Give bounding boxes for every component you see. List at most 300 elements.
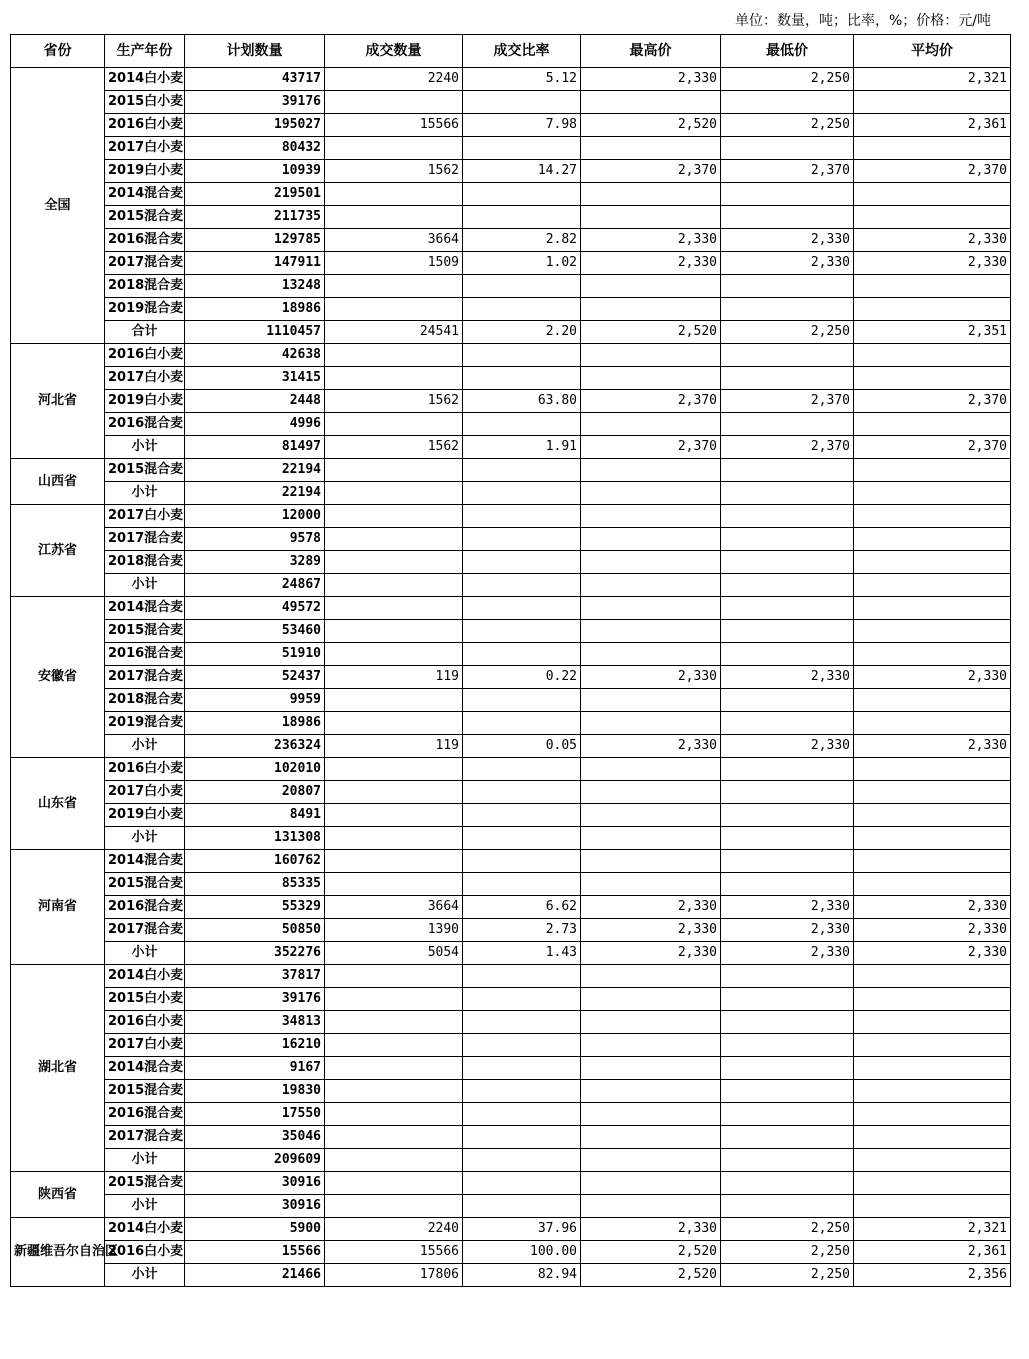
deal-quantity-cell bbox=[325, 850, 463, 873]
lowest-price-cell bbox=[721, 275, 854, 298]
planned-quantity-cell: 31415 bbox=[185, 367, 325, 390]
highest-price-cell: 2,520 bbox=[581, 321, 721, 344]
deal-quantity-cell bbox=[325, 206, 463, 229]
subtotal-row bbox=[11, 1264, 1011, 1287]
highest-price-cell bbox=[581, 850, 721, 873]
table-row bbox=[11, 1057, 1011, 1080]
lowest-price-cell bbox=[721, 1195, 854, 1218]
highest-price-cell bbox=[581, 597, 721, 620]
deal-quantity-cell bbox=[325, 827, 463, 850]
average-price-cell: 2,330 bbox=[854, 919, 1011, 942]
highest-price-cell bbox=[581, 988, 721, 1011]
deal-ratio-cell bbox=[463, 91, 581, 114]
highest-price-cell: 2,330 bbox=[581, 252, 721, 275]
table-row bbox=[11, 1126, 1011, 1149]
deal-quantity-cell: 3664 bbox=[325, 896, 463, 919]
auction-results-table bbox=[10, 34, 1011, 1287]
planned-quantity-cell: 209609 bbox=[185, 1149, 325, 1172]
province-cell: 安徽省 bbox=[11, 597, 105, 758]
planned-quantity-cell: 43717 bbox=[185, 68, 325, 91]
deal-quantity-cell bbox=[325, 1103, 463, 1126]
deal-quantity-cell: 2240 bbox=[325, 1218, 463, 1241]
deal-ratio-cell bbox=[463, 965, 581, 988]
planned-quantity-cell: 17550 bbox=[185, 1103, 325, 1126]
production-year-cell: 2017混合麦 bbox=[105, 919, 185, 942]
planned-quantity-cell: 42638 bbox=[185, 344, 325, 367]
production-year-cell: 2016混合麦 bbox=[105, 896, 185, 919]
planned-quantity-cell: 12000 bbox=[185, 505, 325, 528]
lowest-price-cell: 2,370 bbox=[721, 160, 854, 183]
lowest-price-cell bbox=[721, 1011, 854, 1034]
average-price-cell bbox=[854, 1195, 1011, 1218]
deal-quantity-cell: 5054 bbox=[325, 942, 463, 965]
table-row bbox=[11, 919, 1011, 942]
planned-quantity-cell: 30916 bbox=[185, 1195, 325, 1218]
highest-price-cell: 2,330 bbox=[581, 896, 721, 919]
lowest-price-cell: 2,250 bbox=[721, 114, 854, 137]
planned-quantity-cell: 39176 bbox=[185, 988, 325, 1011]
deal-ratio-cell bbox=[463, 1126, 581, 1149]
deal-quantity-cell bbox=[325, 1034, 463, 1057]
planned-quantity-cell: 8491 bbox=[185, 804, 325, 827]
average-price-cell bbox=[854, 643, 1011, 666]
table-row bbox=[11, 183, 1011, 206]
highest-price-cell bbox=[581, 505, 721, 528]
average-price-cell bbox=[854, 1057, 1011, 1080]
planned-quantity-cell: 49572 bbox=[185, 597, 325, 620]
deal-quantity-cell: 1390 bbox=[325, 919, 463, 942]
planned-quantity-cell: 236324 bbox=[185, 735, 325, 758]
table-row bbox=[11, 137, 1011, 160]
planned-quantity-cell: 9959 bbox=[185, 689, 325, 712]
subtotal-row bbox=[11, 1149, 1011, 1172]
table-row bbox=[11, 781, 1011, 804]
lowest-price-cell: 2,330 bbox=[721, 896, 854, 919]
average-price-cell bbox=[854, 1011, 1011, 1034]
deal-ratio-cell: 14.27 bbox=[463, 160, 581, 183]
highest-price-cell bbox=[581, 1126, 721, 1149]
deal-ratio-cell bbox=[463, 137, 581, 160]
lowest-price-cell bbox=[721, 988, 854, 1011]
deal-quantity-cell bbox=[325, 988, 463, 1011]
deal-quantity-cell: 1562 bbox=[325, 160, 463, 183]
deal-ratio-cell bbox=[463, 597, 581, 620]
subtotal-row bbox=[11, 321, 1011, 344]
deal-ratio-cell bbox=[463, 804, 581, 827]
lowest-price-cell: 2,330 bbox=[721, 229, 854, 252]
deal-ratio-cell bbox=[463, 298, 581, 321]
deal-quantity-cell: 24541 bbox=[325, 321, 463, 344]
highest-price-cell bbox=[581, 344, 721, 367]
deal-quantity-cell bbox=[325, 275, 463, 298]
table-row bbox=[11, 1080, 1011, 1103]
average-price-cell: 2,321 bbox=[854, 68, 1011, 91]
table-row bbox=[11, 367, 1011, 390]
lowest-price-cell bbox=[721, 712, 854, 735]
province-cell: 山东省 bbox=[11, 758, 105, 850]
deal-ratio-cell bbox=[463, 988, 581, 1011]
production-year-cell: 2017白小麦 bbox=[105, 367, 185, 390]
table-row bbox=[11, 1034, 1011, 1057]
highest-price-cell bbox=[581, 620, 721, 643]
highest-price-cell: 2,370 bbox=[581, 390, 721, 413]
table-row bbox=[11, 206, 1011, 229]
table-row bbox=[11, 689, 1011, 712]
lowest-price-cell: 2,250 bbox=[721, 68, 854, 91]
production-year-cell: 2015白小麦 bbox=[105, 988, 185, 1011]
deal-quantity-cell bbox=[325, 1126, 463, 1149]
lowest-price-cell: 2,250 bbox=[721, 1241, 854, 1264]
deal-ratio-cell bbox=[463, 1057, 581, 1080]
production-year-cell: 2016白小麦 bbox=[105, 114, 185, 137]
table-row bbox=[11, 229, 1011, 252]
deal-quantity-cell bbox=[325, 689, 463, 712]
average-price-cell: 2,330 bbox=[854, 735, 1011, 758]
table-row bbox=[11, 988, 1011, 1011]
header-deal-quantity: 成交数量 bbox=[325, 35, 463, 68]
production-year-cell: 2017混合麦 bbox=[105, 528, 185, 551]
deal-ratio-cell bbox=[463, 758, 581, 781]
deal-ratio-cell bbox=[463, 183, 581, 206]
highest-price-cell bbox=[581, 873, 721, 896]
average-price-cell bbox=[854, 459, 1011, 482]
deal-ratio-cell bbox=[463, 1195, 581, 1218]
highest-price-cell bbox=[581, 298, 721, 321]
planned-quantity-cell: 39176 bbox=[185, 91, 325, 114]
deal-ratio-cell: 37.96 bbox=[463, 1218, 581, 1241]
table-row bbox=[11, 804, 1011, 827]
production-year-cell: 2016白小麦 bbox=[105, 758, 185, 781]
average-price-cell: 2,351 bbox=[854, 321, 1011, 344]
table-row bbox=[11, 643, 1011, 666]
table-row bbox=[11, 390, 1011, 413]
highest-price-cell: 2,330 bbox=[581, 942, 721, 965]
planned-quantity-cell: 3289 bbox=[185, 551, 325, 574]
production-year-cell: 2015混合麦 bbox=[105, 620, 185, 643]
deal-ratio-cell: 100.00 bbox=[463, 1241, 581, 1264]
highest-price-cell bbox=[581, 551, 721, 574]
subtotal-row bbox=[11, 436, 1011, 459]
subtotal-label: 小计 bbox=[105, 1149, 185, 1172]
deal-ratio-cell bbox=[463, 850, 581, 873]
production-year-cell: 2017混合麦 bbox=[105, 252, 185, 275]
highest-price-cell: 2,330 bbox=[581, 735, 721, 758]
header-highest-price: 最高价 bbox=[581, 35, 721, 68]
planned-quantity-cell: 35046 bbox=[185, 1126, 325, 1149]
planned-quantity-cell: 20807 bbox=[185, 781, 325, 804]
deal-ratio-cell bbox=[463, 413, 581, 436]
planned-quantity-cell: 129785 bbox=[185, 229, 325, 252]
production-year-cell: 2019混合麦 bbox=[105, 298, 185, 321]
table-row bbox=[11, 528, 1011, 551]
lowest-price-cell bbox=[721, 1034, 854, 1057]
deal-quantity-cell bbox=[325, 965, 463, 988]
average-price-cell: 2,361 bbox=[854, 1241, 1011, 1264]
average-price-cell: 2,356 bbox=[854, 1264, 1011, 1287]
highest-price-cell bbox=[581, 206, 721, 229]
average-price-cell bbox=[854, 689, 1011, 712]
subtotal-label: 小计 bbox=[105, 574, 185, 597]
production-year-cell: 2016混合麦 bbox=[105, 643, 185, 666]
deal-ratio-cell bbox=[463, 781, 581, 804]
deal-quantity-cell bbox=[325, 413, 463, 436]
lowest-price-cell bbox=[721, 965, 854, 988]
planned-quantity-cell: 22194 bbox=[185, 482, 325, 505]
average-price-cell bbox=[854, 597, 1011, 620]
province-cell: 新疆维吾尔自治区 bbox=[11, 1218, 105, 1287]
highest-price-cell bbox=[581, 183, 721, 206]
average-price-cell bbox=[854, 804, 1011, 827]
highest-price-cell bbox=[581, 528, 721, 551]
average-price-cell: 2,330 bbox=[854, 896, 1011, 919]
deal-ratio-cell bbox=[463, 643, 581, 666]
planned-quantity-cell: 18986 bbox=[185, 712, 325, 735]
table-row bbox=[11, 712, 1011, 735]
deal-ratio-cell bbox=[463, 689, 581, 712]
table-row bbox=[11, 344, 1011, 367]
planned-quantity-cell: 18986 bbox=[185, 298, 325, 321]
highest-price-cell bbox=[581, 1103, 721, 1126]
average-price-cell bbox=[854, 551, 1011, 574]
deal-ratio-cell: 2.20 bbox=[463, 321, 581, 344]
planned-quantity-cell: 19830 bbox=[185, 1080, 325, 1103]
table-row bbox=[11, 597, 1011, 620]
average-price-cell bbox=[854, 206, 1011, 229]
average-price-cell bbox=[854, 413, 1011, 436]
average-price-cell bbox=[854, 1126, 1011, 1149]
lowest-price-cell bbox=[721, 206, 854, 229]
lowest-price-cell bbox=[721, 758, 854, 781]
deal-ratio-cell bbox=[463, 620, 581, 643]
lowest-price-cell bbox=[721, 505, 854, 528]
deal-ratio-cell bbox=[463, 344, 581, 367]
highest-price-cell bbox=[581, 413, 721, 436]
lowest-price-cell: 2,330 bbox=[721, 666, 854, 689]
planned-quantity-cell: 5900 bbox=[185, 1218, 325, 1241]
lowest-price-cell: 2,250 bbox=[721, 321, 854, 344]
planned-quantity-cell: 102010 bbox=[185, 758, 325, 781]
deal-quantity-cell bbox=[325, 459, 463, 482]
production-year-cell: 2016白小麦 bbox=[105, 1011, 185, 1034]
subtotal-label: 小计 bbox=[105, 1264, 185, 1287]
average-price-cell bbox=[854, 873, 1011, 896]
planned-quantity-cell: 85335 bbox=[185, 873, 325, 896]
deal-quantity-cell bbox=[325, 574, 463, 597]
lowest-price-cell bbox=[721, 1149, 854, 1172]
table-body bbox=[11, 68, 1011, 1287]
table-row bbox=[11, 1011, 1011, 1034]
planned-quantity-cell: 52437 bbox=[185, 666, 325, 689]
average-price-cell: 2,330 bbox=[854, 666, 1011, 689]
planned-quantity-cell: 53460 bbox=[185, 620, 325, 643]
deal-quantity-cell bbox=[325, 482, 463, 505]
lowest-price-cell bbox=[721, 804, 854, 827]
production-year-cell: 2019白小麦 bbox=[105, 160, 185, 183]
subtotal-label: 小计 bbox=[105, 735, 185, 758]
table-row bbox=[11, 758, 1011, 781]
production-year-cell: 2016混合麦 bbox=[105, 229, 185, 252]
production-year-cell: 2016白小麦 bbox=[105, 1241, 185, 1264]
planned-quantity-cell: 9578 bbox=[185, 528, 325, 551]
highest-price-cell bbox=[581, 482, 721, 505]
deal-quantity-cell bbox=[325, 1149, 463, 1172]
lowest-price-cell bbox=[721, 1080, 854, 1103]
deal-ratio-cell: 1.43 bbox=[463, 942, 581, 965]
deal-quantity-cell: 119 bbox=[325, 666, 463, 689]
average-price-cell bbox=[854, 1172, 1011, 1195]
lowest-price-cell bbox=[721, 482, 854, 505]
table-row bbox=[11, 91, 1011, 114]
planned-quantity-cell: 352276 bbox=[185, 942, 325, 965]
production-year-cell: 2018混合麦 bbox=[105, 551, 185, 574]
production-year-cell: 2014白小麦 bbox=[105, 965, 185, 988]
deal-quantity-cell bbox=[325, 183, 463, 206]
average-price-cell bbox=[854, 850, 1011, 873]
deal-quantity-cell bbox=[325, 597, 463, 620]
deal-ratio-cell bbox=[463, 574, 581, 597]
lowest-price-cell bbox=[721, 1057, 854, 1080]
province-cell: 河北省 bbox=[11, 344, 105, 459]
average-price-cell bbox=[854, 712, 1011, 735]
table-row bbox=[11, 413, 1011, 436]
lowest-price-cell bbox=[721, 689, 854, 712]
deal-quantity-cell bbox=[325, 91, 463, 114]
deal-ratio-cell bbox=[463, 1103, 581, 1126]
lowest-price-cell bbox=[721, 574, 854, 597]
highest-price-cell bbox=[581, 275, 721, 298]
deal-quantity-cell bbox=[325, 298, 463, 321]
deal-ratio-cell: 63.80 bbox=[463, 390, 581, 413]
planned-quantity-cell: 211735 bbox=[185, 206, 325, 229]
highest-price-cell: 2,370 bbox=[581, 436, 721, 459]
average-price-cell: 2,370 bbox=[854, 436, 1011, 459]
subtotal-row bbox=[11, 1195, 1011, 1218]
unit-note: 单位：数量，吨；比率，%；价格：元/吨 bbox=[734, 13, 991, 29]
planned-quantity-cell: 131308 bbox=[185, 827, 325, 850]
deal-ratio-cell: 5.12 bbox=[463, 68, 581, 91]
subtotal-row bbox=[11, 942, 1011, 965]
province-cell: 全国 bbox=[11, 68, 105, 344]
deal-ratio-cell: 1.02 bbox=[463, 252, 581, 275]
table-row bbox=[11, 850, 1011, 873]
average-price-cell: 2,330 bbox=[854, 252, 1011, 275]
highest-price-cell: 2,520 bbox=[581, 1264, 721, 1287]
lowest-price-cell bbox=[721, 551, 854, 574]
deal-quantity-cell bbox=[325, 1080, 463, 1103]
average-price-cell bbox=[854, 482, 1011, 505]
planned-quantity-cell: 30916 bbox=[185, 1172, 325, 1195]
province-cell: 陕西省 bbox=[11, 1172, 105, 1218]
deal-quantity-cell bbox=[325, 758, 463, 781]
average-price-cell bbox=[854, 827, 1011, 850]
production-year-cell: 2019白小麦 bbox=[105, 804, 185, 827]
table-row bbox=[11, 873, 1011, 896]
table-row bbox=[11, 896, 1011, 919]
lowest-price-cell bbox=[721, 873, 854, 896]
deal-ratio-cell bbox=[463, 367, 581, 390]
highest-price-cell bbox=[581, 643, 721, 666]
highest-price-cell bbox=[581, 689, 721, 712]
lowest-price-cell: 2,330 bbox=[721, 735, 854, 758]
deal-ratio-cell bbox=[463, 482, 581, 505]
deal-quantity-cell bbox=[325, 620, 463, 643]
deal-quantity-cell: 1562 bbox=[325, 390, 463, 413]
table-row bbox=[11, 620, 1011, 643]
lowest-price-cell bbox=[721, 91, 854, 114]
table-row bbox=[11, 1172, 1011, 1195]
highest-price-cell: 2,330 bbox=[581, 919, 721, 942]
subtotal-label: 小计 bbox=[105, 436, 185, 459]
highest-price-cell bbox=[581, 574, 721, 597]
deal-ratio-cell bbox=[463, 1149, 581, 1172]
table-row bbox=[11, 114, 1011, 137]
production-year-cell: 2015白小麦 bbox=[105, 91, 185, 114]
planned-quantity-cell: 2448 bbox=[185, 390, 325, 413]
production-year-cell: 2017白小麦 bbox=[105, 505, 185, 528]
lowest-price-cell: 2,330 bbox=[721, 252, 854, 275]
subtotal-label: 小计 bbox=[105, 482, 185, 505]
deal-quantity-cell: 1562 bbox=[325, 436, 463, 459]
average-price-cell bbox=[854, 344, 1011, 367]
lowest-price-cell bbox=[721, 827, 854, 850]
deal-quantity-cell bbox=[325, 1172, 463, 1195]
deal-ratio-cell: 0.22 bbox=[463, 666, 581, 689]
planned-quantity-cell: 219501 bbox=[185, 183, 325, 206]
planned-quantity-cell: 37817 bbox=[185, 965, 325, 988]
production-year-cell: 2014混合麦 bbox=[105, 597, 185, 620]
planned-quantity-cell: 50850 bbox=[185, 919, 325, 942]
deal-quantity-cell: 15566 bbox=[325, 1241, 463, 1264]
highest-price-cell bbox=[581, 781, 721, 804]
average-price-cell bbox=[854, 1080, 1011, 1103]
deal-quantity-cell: 3664 bbox=[325, 229, 463, 252]
deal-ratio-cell: 2.73 bbox=[463, 919, 581, 942]
table-row bbox=[11, 666, 1011, 689]
production-year-cell: 2014混合麦 bbox=[105, 850, 185, 873]
average-price-cell: 2,330 bbox=[854, 229, 1011, 252]
average-price-cell bbox=[854, 367, 1011, 390]
average-price-cell bbox=[854, 574, 1011, 597]
planned-quantity-cell: 9167 bbox=[185, 1057, 325, 1080]
planned-quantity-cell: 195027 bbox=[185, 114, 325, 137]
lowest-price-cell bbox=[721, 413, 854, 436]
subtotal-label: 小计 bbox=[105, 1195, 185, 1218]
deal-quantity-cell bbox=[325, 528, 463, 551]
lowest-price-cell: 2,370 bbox=[721, 390, 854, 413]
deal-ratio-cell: 7.98 bbox=[463, 114, 581, 137]
planned-quantity-cell: 24867 bbox=[185, 574, 325, 597]
average-price-cell: 2,321 bbox=[854, 1218, 1011, 1241]
production-year-cell: 2014混合麦 bbox=[105, 1057, 185, 1080]
production-year-cell: 2016白小麦 bbox=[105, 344, 185, 367]
average-price-cell bbox=[854, 1103, 1011, 1126]
province-cell: 湖北省 bbox=[11, 965, 105, 1172]
planned-quantity-cell: 147911 bbox=[185, 252, 325, 275]
highest-price-cell: 2,520 bbox=[581, 1241, 721, 1264]
average-price-cell bbox=[854, 505, 1011, 528]
deal-ratio-cell bbox=[463, 827, 581, 850]
highest-price-cell bbox=[581, 91, 721, 114]
deal-ratio-cell: 1.91 bbox=[463, 436, 581, 459]
lowest-price-cell: 2,250 bbox=[721, 1218, 854, 1241]
deal-ratio-cell: 0.05 bbox=[463, 735, 581, 758]
planned-quantity-cell: 21466 bbox=[185, 1264, 325, 1287]
subtotal-row bbox=[11, 482, 1011, 505]
production-year-cell: 2017混合麦 bbox=[105, 666, 185, 689]
table-row bbox=[11, 551, 1011, 574]
lowest-price-cell bbox=[721, 597, 854, 620]
table-row bbox=[11, 1103, 1011, 1126]
